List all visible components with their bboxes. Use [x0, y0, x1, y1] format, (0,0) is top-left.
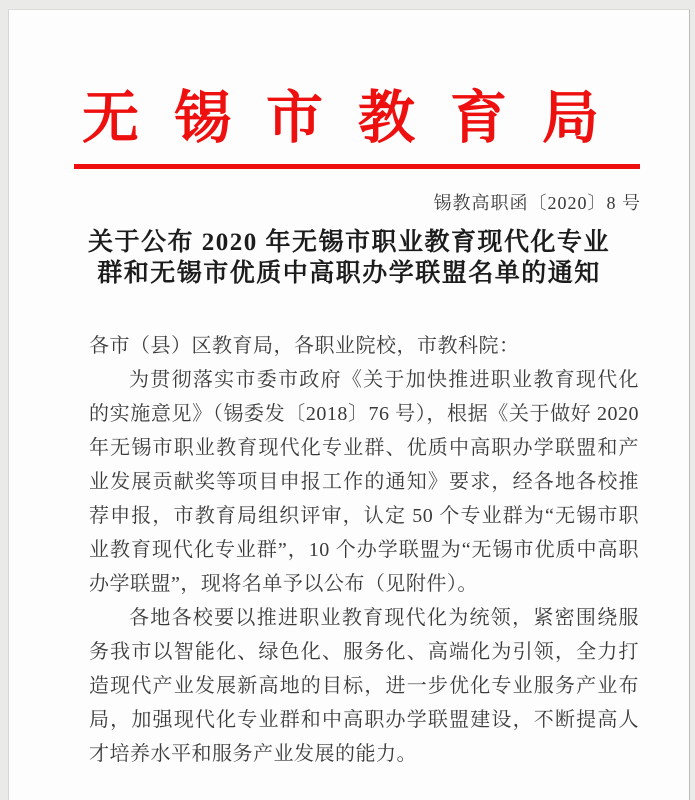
document-title	[39, 227, 659, 289]
body-paragraph-2: 各地各校要以推进职业教育现代化为统领，紧密围绕服务我市以智能化、绿色化、服务化、高端化为引领，全力打造现代产业发展新高地的目标，进一步优化专业服务产业布局，加强现代化专业群和中高职办学联盟建设，不断提高人才培养水平和服务产业发展的能力。	[89, 607, 639, 765]
letterhead-divider	[74, 164, 640, 169]
document-number: 锡教高职函〔2020〕8 号	[433, 193, 641, 213]
document-title-line-2: 群和无锡市优质中高职办学联盟名单的通知	[97, 260, 601, 287]
salutation-line: 各市（县）区教育局，各职业院校，市教科院：	[89, 335, 520, 357]
document-title-line-1: 关于公布 2020 年无锡市职业教育现代化专业	[87, 229, 610, 256]
body-paragraph-1: 为贯彻落实市委市政府《关于加快推进职业教育现代化的实施意见》（锡委发〔2018〕76 号），根据《关于做好 2020 年无锡市职业教育现代化专业群、优质中高职办学联盟和产业发展贡献奖等项目申报工作的通知》要求，经各地各校推荐申报，市教育局组织评审，认定 50 个专业群为“无锡市职业教育现代化专业群”，10 个办学联盟为“无锡市优质中高职办学联盟”，现将名单予以公布（见附件）。	[89, 369, 639, 595]
agency-letterhead: 无锡市教育局	[82, 87, 634, 150]
document-body	[89, 329, 639, 771]
document-page	[8, 9, 690, 800]
